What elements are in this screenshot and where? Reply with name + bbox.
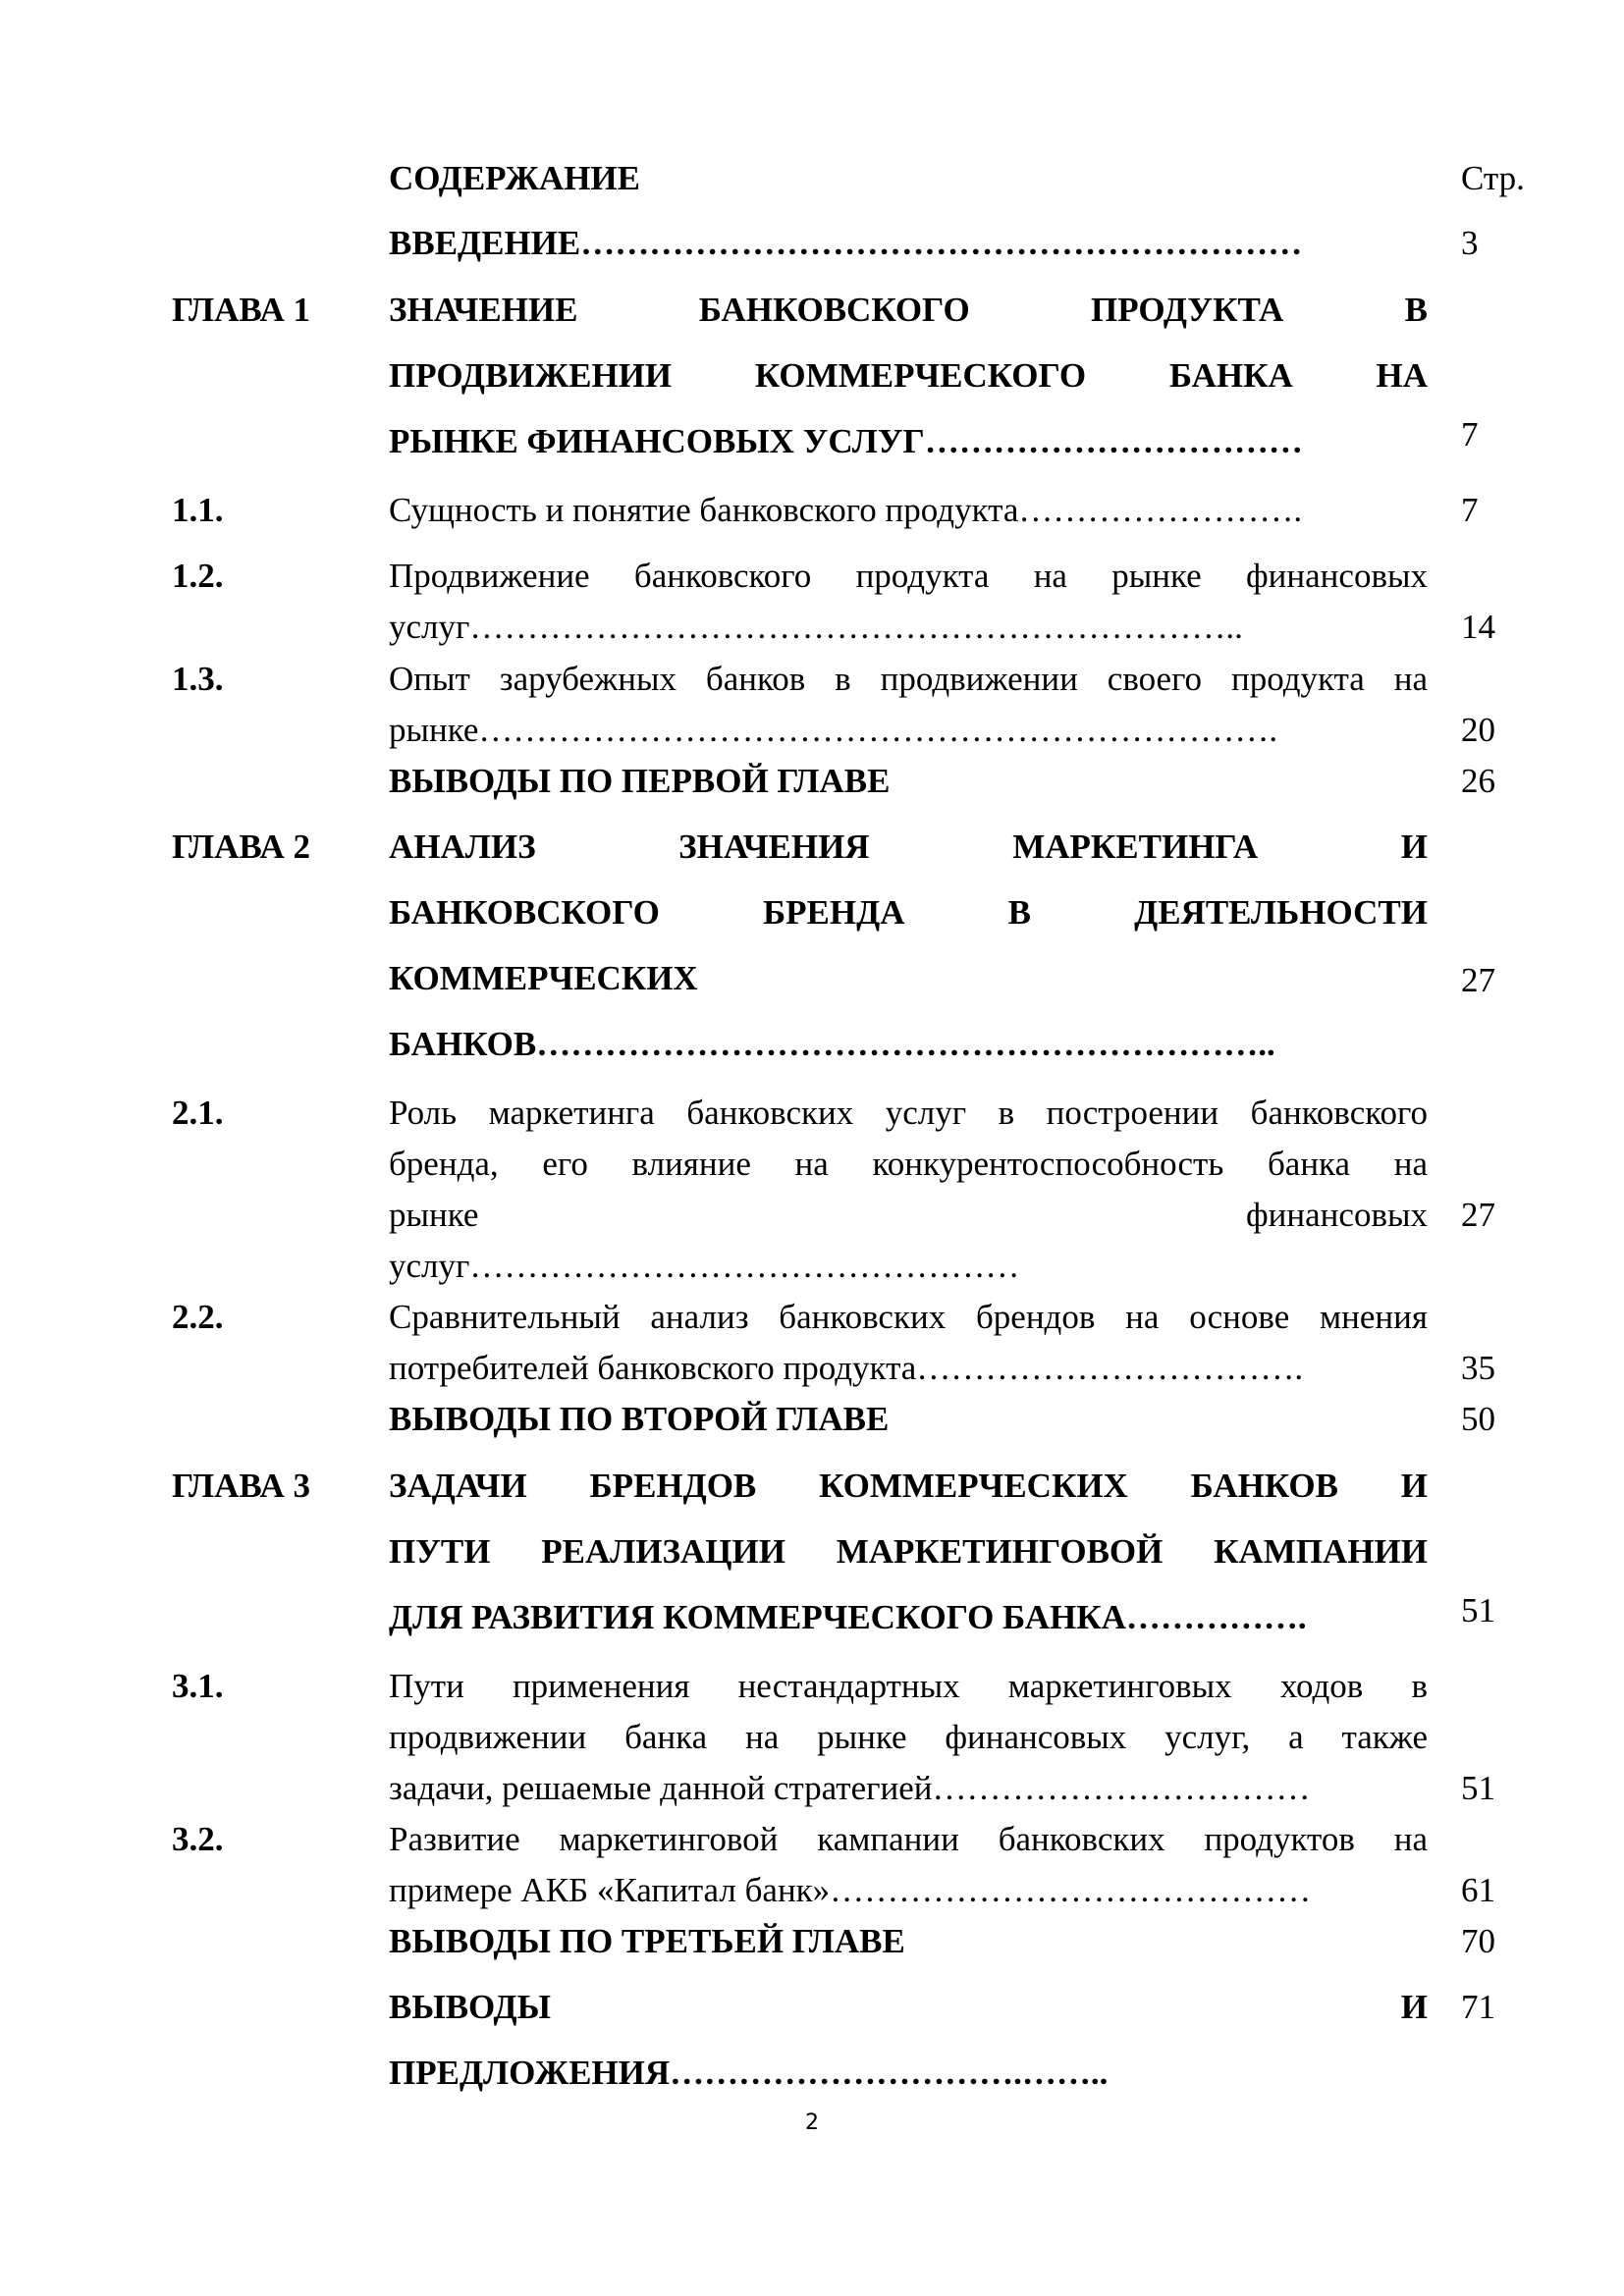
section-number: 2.1. bbox=[172, 1094, 224, 1132]
entry-title bbox=[389, 1974, 1428, 2106]
entry-page: 71 bbox=[1461, 1988, 1495, 2026]
title-line: Опыт зарубежных банков в продвижении своего продукта на bbox=[389, 660, 1428, 698]
title-line: рынке……………………………………………………………. bbox=[389, 711, 1278, 749]
title-line: Развитие маркетинговой кампании банковских продуктов на bbox=[389, 1820, 1428, 1858]
title-line: ЗНАЧЕНИЕ БАНКОВСКОГО ПРОДУКТА В bbox=[389, 291, 1428, 329]
title-line: примере АКБ «Капитал банк»…………………………………… bbox=[389, 1871, 1312, 1909]
title-line: Роль маркетинга банковских услуг в построении банковского bbox=[389, 1094, 1428, 1132]
section-number: 3.2. bbox=[172, 1820, 224, 1858]
title-line: БАНКОВ……………………………………………………….. bbox=[389, 1025, 1275, 1063]
entry-page: 27 bbox=[1461, 961, 1495, 999]
section-number: 1.1. bbox=[172, 491, 224, 529]
chapter-label: ГЛАВА 2 bbox=[172, 828, 311, 866]
section-title bbox=[389, 654, 1428, 756]
title-line: услуг………………………………………………………….. bbox=[389, 608, 1243, 646]
section-title bbox=[389, 1292, 1428, 1394]
title-line: ПРОДВИЖЕНИИ КОММЕРЧЕСКОГО БАНКА НА bbox=[389, 356, 1428, 395]
title-line: ПУТИ РЕАЛИЗАЦИИ МАРКЕТИНГОВОЙ КАМПАНИИ bbox=[389, 1532, 1428, 1571]
page-number: 2 bbox=[805, 2110, 819, 2135]
chapter-title bbox=[389, 277, 1428, 474]
section-number: 2.2. bbox=[172, 1298, 224, 1336]
title-line: продвижении банка на рынке финансовых услуг, а также bbox=[389, 1718, 1428, 1756]
section-title bbox=[389, 1088, 1428, 1292]
title-line: ВЫВОДЫ И bbox=[389, 1988, 1428, 2026]
title-line: Продвижение банковского продукта на рынке финансовых bbox=[389, 557, 1428, 595]
title-line: задачи, решаемые данной стратегией…………………………… bbox=[389, 1769, 1311, 1807]
chapter-label: ГЛАВА 3 bbox=[172, 1467, 311, 1505]
entry-page: 14 bbox=[1461, 608, 1495, 646]
entry-page: 51 bbox=[1461, 1591, 1495, 1629]
section-title bbox=[389, 1661, 1428, 1814]
section-title bbox=[389, 1814, 1428, 1916]
entry-title: ВЫВОДЫ ПО ТРЕТЬЕЙ ГЛАВЕ bbox=[389, 1922, 905, 1960]
entry-page: 61 bbox=[1461, 1871, 1495, 1909]
section-title bbox=[389, 551, 1428, 653]
entry-page: 7 bbox=[1461, 415, 1479, 454]
entry-title: ВВЕДЕНИЕ……………………………………………………… bbox=[389, 224, 1303, 262]
title-line: АНАЛИЗ ЗНАЧЕНИЯ МАРКЕТИНГА И bbox=[389, 828, 1428, 866]
section-number: 3.1. bbox=[172, 1667, 224, 1705]
entry-page: 27 bbox=[1461, 1196, 1495, 1234]
entry-page: 51 bbox=[1461, 1769, 1495, 1807]
chapter-label: ГЛАВА 1 bbox=[172, 291, 311, 329]
section-number: 1.3. bbox=[172, 660, 224, 698]
entry-page: 7 bbox=[1461, 491, 1479, 529]
entry-page: 26 bbox=[1461, 762, 1495, 800]
entry-page: 50 bbox=[1461, 1400, 1495, 1438]
entry-title: ВЫВОДЫ ПО ПЕРВОЙ ГЛАВЕ bbox=[389, 762, 891, 800]
title-line: БАНКОВСКОГО БРЕНДА В ДЕЯТЕЛЬНОСТИ bbox=[389, 893, 1428, 932]
title-line: потребителей банковского продукта……………………………. bbox=[389, 1349, 1304, 1387]
entry-title: ВЫВОДЫ ПО ВТОРОЙ ГЛАВЕ bbox=[389, 1400, 890, 1438]
title-line: Сравнительный анализ банковских брендов на основе мнения bbox=[389, 1298, 1428, 1336]
chapter-title bbox=[389, 1453, 1428, 1650]
section-title: Сущность и понятие банковского продукта……………………. bbox=[389, 491, 1303, 529]
entry-page: 35 bbox=[1461, 1349, 1495, 1387]
title-line: ЗАДАЧИ БРЕНДОВ КОММЕРЧЕСКИХ БАНКОВ И bbox=[389, 1467, 1428, 1505]
entry-page: 70 bbox=[1461, 1922, 1495, 1960]
section-number: 1.2. bbox=[172, 557, 224, 595]
toc-heading: СОДЕРЖАНИЕ bbox=[389, 159, 641, 197]
title-line: ДЛЯ РАЗВИТИЯ КОММЕРЧЕСКОГО БАНКА……………. bbox=[389, 1598, 1307, 1636]
title-line: РЫНКЕ ФИНАНСОВЫХ УСЛУГ…………………………… bbox=[389, 422, 1303, 460]
entry-page: 3 bbox=[1461, 224, 1479, 262]
title-line: рынке финансовых bbox=[389, 1196, 1428, 1234]
page-column-label: Стр. bbox=[1461, 159, 1525, 197]
title-line: бренда, его влияние на конкурентоспособность банка на bbox=[389, 1145, 1428, 1183]
title-line: услуг………………………………………… bbox=[389, 1247, 1020, 1285]
entry-page: 20 bbox=[1461, 711, 1495, 749]
title-line: КОММЕРЧЕСКИХ bbox=[389, 959, 698, 997]
title-line: ПРЕДЛОЖЕНИЯ………………………….…….. bbox=[389, 2054, 1109, 2092]
title-line: Пути применения нестандартных маркетинговых ходов в bbox=[389, 1667, 1428, 1705]
chapter-title bbox=[389, 814, 1428, 1077]
